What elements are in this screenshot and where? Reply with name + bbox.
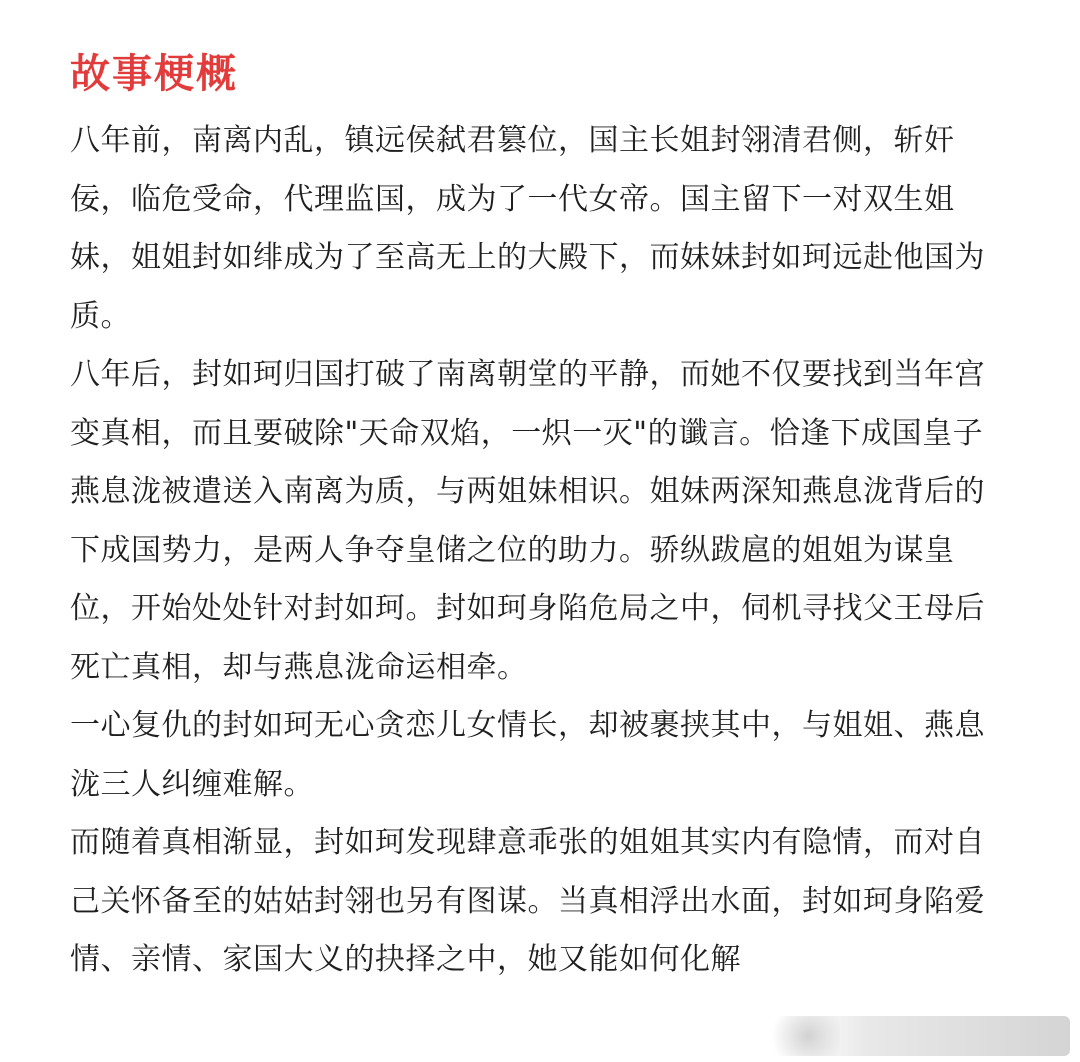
paragraph-3: 一心复仇的封如珂无心贪恋儿女情长，却被裹挟其中，与姐姐、燕息泷三人纠缠难解。 — [70, 708, 985, 802]
synopsis-body — [70, 112, 1010, 990]
section-title: 故事梗概 — [70, 51, 238, 97]
paragraph-2: 八年后，封如珂归国打破了南离朝堂的平静，而她不仅要找到当年宫变真相，而且要破除"天命双焰，一炽一灭"的谶言。恰逢下成国皇子燕息泷被遣送入南离为质，与两姐妹相识。姐妹两深知燕息泷背后的下成国势力，是两人争夺皇储之位的助力。骄纵跋扈的姐姐为谋皇位，开始处处针对封如珂。封如珂身陷危局之中，伺机寻找父王母后死亡真相，却与燕息泷命运相牵。 — [70, 357, 985, 685]
paragraph-4: 而随着真相渐显，封如珂发现肆意乖张的姐姐其实内有隐情，而对自己关怀备至的姑姑封翎也另有图谋。当真相浮出水面，封如珂身陷爱情、亲情、家国大义的抉择之中，她又能如何化解 — [70, 825, 985, 977]
watermark — [800, 1016, 1070, 1056]
paragraph-1: 八年前，南离内乱，镇远侯弑君篡位，国主长姐封翎清君侧，斩奸佞，临危受命，代理监国，成为了一代女帝。国主留下一对双生姐妹，姐姐封如绯成为了至高无上的大殿下，而妹妹封如珂远赴他国为质。 — [70, 123, 985, 334]
